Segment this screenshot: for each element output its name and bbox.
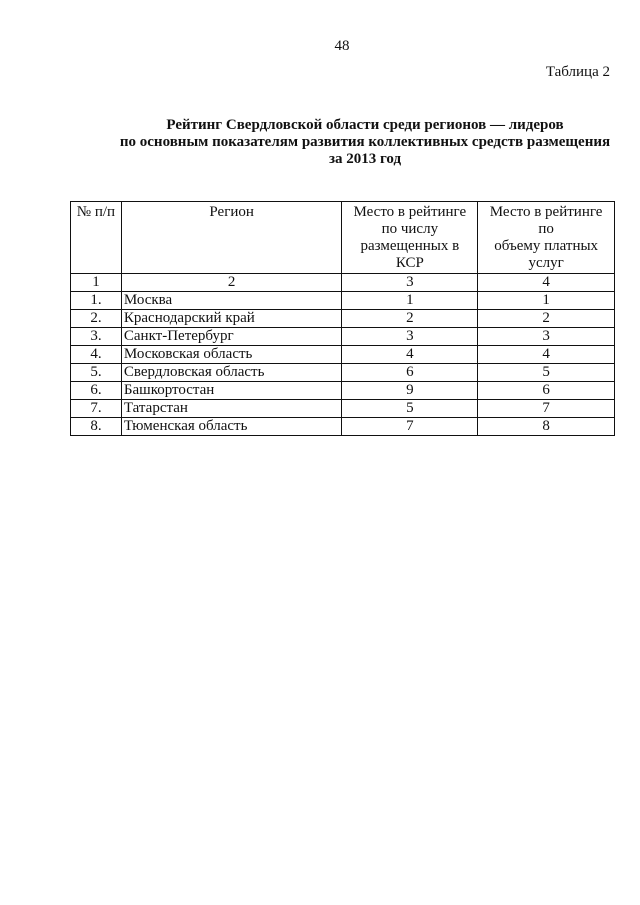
row-number: 6. [71, 382, 122, 400]
title-line-2: по основным показателям развития коллективных средств размещения [119, 134, 611, 150]
table-row [71, 418, 615, 436]
header-place-ksr-line: КСР [395, 255, 424, 271]
region-name: Московская область [121, 346, 342, 364]
place-services: 5 [478, 364, 615, 382]
region-name: Тюменская область [121, 418, 342, 436]
table-row [71, 364, 615, 382]
place-ksr: 2 [342, 310, 478, 328]
row-number: 2. [71, 310, 122, 328]
header-place-ksr-line: размещенных в [360, 238, 460, 254]
header-place-ksr [342, 202, 478, 274]
row-number: 4. [71, 346, 122, 364]
header-place-ksr-line: Место в рейтинге [353, 204, 467, 220]
place-services: 2 [478, 310, 615, 328]
region-name: Краснодарский край [121, 310, 342, 328]
place-services: 7 [478, 400, 615, 418]
index-cell: 1 [71, 274, 122, 292]
table-label: Таблица 2 [545, 64, 610, 80]
header-place-services-line: услуг [528, 255, 564, 271]
row-number: 5. [71, 364, 122, 382]
index-cell: 3 [342, 274, 478, 292]
table-header-row [71, 202, 615, 274]
row-number: 1. [71, 292, 122, 310]
region-name: Москва [121, 292, 342, 310]
table-row [71, 328, 615, 346]
row-number: 8. [71, 418, 122, 436]
header-place-services-line: по [538, 221, 554, 237]
place-ksr: 1 [342, 292, 478, 310]
header-place-services [478, 202, 615, 274]
place-services: 4 [478, 346, 615, 364]
place-ksr: 4 [342, 346, 478, 364]
place-ksr: 6 [342, 364, 478, 382]
place-services: 8 [478, 418, 615, 436]
place-ksr: 9 [342, 382, 478, 400]
header-place-ksr-line: по числу [381, 221, 439, 237]
table-row [71, 292, 615, 310]
region-name: Башкортостан [121, 382, 342, 400]
document-title [100, 117, 630, 168]
region-name: Свердловская область [121, 364, 342, 382]
place-services: 6 [478, 382, 615, 400]
row-number: 7. [71, 400, 122, 418]
header-number: № п/п [71, 202, 122, 274]
index-cell: 4 [478, 274, 615, 292]
row-number: 3. [71, 328, 122, 346]
place-ksr: 5 [342, 400, 478, 418]
column-index-row [71, 274, 615, 292]
place-ksr: 7 [342, 418, 478, 436]
table-row [71, 310, 615, 328]
region-name: Татарстан [121, 400, 342, 418]
header-place-services-line: объему платных [494, 238, 599, 254]
table-row [71, 346, 615, 364]
table-row [71, 400, 615, 418]
place-ksr: 3 [342, 328, 478, 346]
rating-table [70, 201, 615, 436]
place-services: 1 [478, 292, 615, 310]
place-services: 3 [478, 328, 615, 346]
index-cell: 2 [121, 274, 342, 292]
region-name: Санкт-Петербург [121, 328, 342, 346]
table-row [71, 382, 615, 400]
header-place-services-line: Место в рейтинге [489, 204, 603, 220]
page-number: 48 [334, 38, 350, 54]
title-line-1: Рейтинг Свердловской области среди регионов — лидеров [166, 117, 564, 133]
header-region: Регион [121, 202, 342, 274]
title-line-3: за 2013 год [328, 151, 402, 167]
